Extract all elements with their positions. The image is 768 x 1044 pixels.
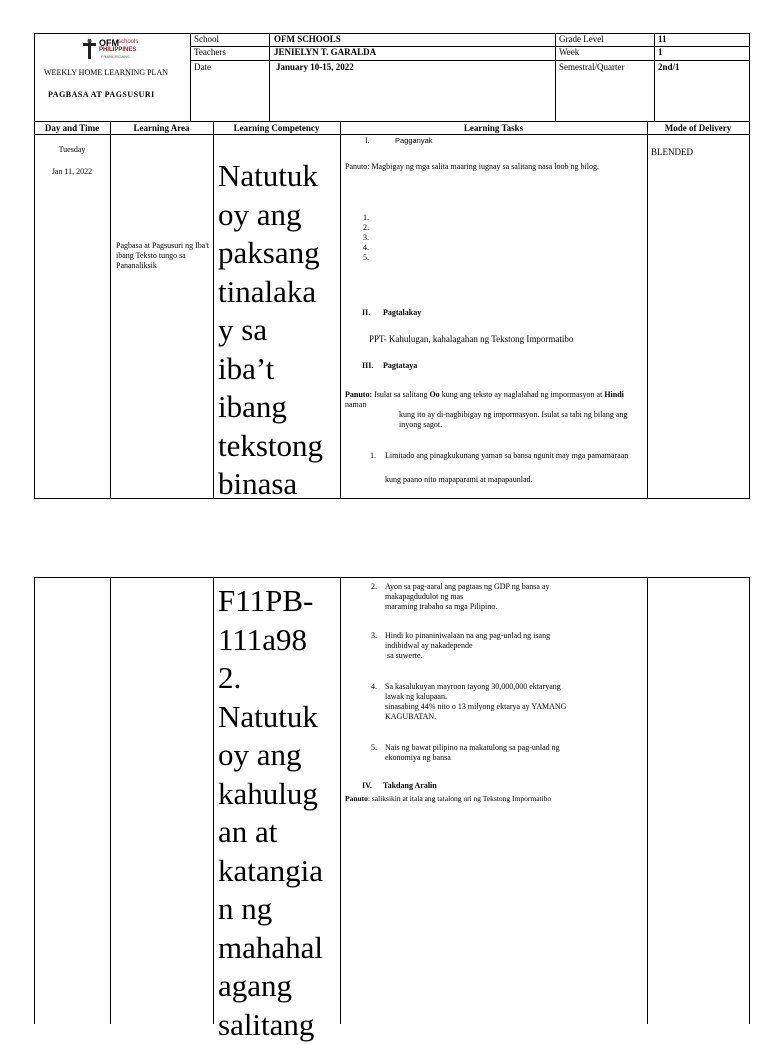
question-line: lawak ng kalupaan. — [385, 692, 643, 702]
learning-area-text: Pagbasa at Pagsusuri ng Iba't ibang Teksto tungo sa Pananaliksik — [116, 241, 210, 271]
instruction-text: Isulat sa salitang — [374, 390, 427, 399]
question-1-number: 1. — [370, 451, 376, 461]
question-2-text — [385, 582, 643, 612]
competency-line: iba’t — [218, 350, 340, 389]
question-4-text — [385, 682, 643, 722]
competency-line: tinalaka — [218, 273, 340, 312]
school-value: OFM SCHOOLS — [274, 34, 341, 45]
subject-title: PAGBASA AT PAGSUSURI — [48, 90, 155, 100]
competency-line: katangia — [218, 852, 340, 891]
list-item: 4. — [363, 243, 369, 253]
competency-text-1 — [218, 157, 340, 504]
competency-line: 2. — [218, 659, 340, 698]
answer-oo: Oo — [429, 390, 439, 399]
section-3-title: Pagtataya — [383, 361, 417, 371]
question-3-text — [385, 631, 643, 661]
grade-label: Grade Level — [559, 34, 604, 45]
logo-brand: OFM — [99, 38, 119, 48]
question-line: maraming trabaho sa mga Pilipino. — [385, 602, 643, 612]
competency-line: agang — [218, 967, 340, 1006]
answer-hindi: Hindi — [604, 390, 624, 399]
section-1-title: Pagganyak — [395, 136, 433, 146]
competency-line: oy ang — [218, 196, 340, 235]
competency-line: salitang — [218, 1006, 340, 1044]
competency-text-2 — [218, 582, 340, 1044]
school-label: School — [194, 34, 219, 45]
logo-sub: FRANCISCANS — [101, 54, 130, 59]
instruction-text: kung ito ay di-nagbibigay ng impormasyon. Isulat sa tabi ng bilang ang inyong sagot. — [345, 410, 643, 430]
section-1-instruction: Panuto: Magbigay ng mga salita maaring iugnay sa salitang nasa loob ng bilog. — [345, 162, 643, 172]
question-line: makapagdudulot ng mas — [385, 592, 643, 602]
question-5-number: 5. — [371, 743, 377, 753]
date-label: Date — [194, 62, 211, 73]
section-1-number: I. — [365, 136, 370, 146]
instruction-text: naman — [345, 400, 366, 409]
section-2-text: PPT- Kahulugan, kahalagahan ng Tekstong Impormatibo — [369, 334, 573, 345]
question-line: Sa kasalukuyan mayroon tayong 30,000,000 ektaryang — [385, 682, 643, 692]
question-line: Hindi ko pinaniniwalaan na ang pag-unlad ng isang — [385, 631, 643, 641]
instruction-label: Panuto: — [345, 390, 372, 399]
list-item: 2. — [363, 223, 369, 233]
competency-line: kahulug — [218, 775, 340, 814]
section-3-instruction — [345, 390, 643, 430]
semester-label: Semestral/Quarter — [559, 62, 624, 73]
competency-line: ibang — [218, 388, 340, 427]
section-2-number: II. — [362, 308, 370, 318]
competency-line: n ng — [218, 890, 340, 929]
col-mode-delivery: Mode of Delivery — [647, 123, 749, 134]
competency-line: an at — [218, 813, 340, 852]
list-item: 5. — [363, 253, 369, 263]
instruction-text: kung ang teksto ay naglalahad ng impormasyon at — [442, 390, 603, 399]
date-value: January 10-15, 2022 — [276, 62, 354, 73]
question-line: indibidwal ay nakadepende — [385, 641, 643, 651]
question-line: Nais ng bawat pilipino na makatulong sa pag-unlad ng — [385, 743, 643, 753]
school-logo — [82, 38, 142, 60]
semester-value: 2nd/1 — [658, 62, 680, 73]
competency-line: Natutuk — [218, 698, 340, 737]
competency-line: Natutuk — [218, 157, 340, 196]
col-learning-area: Learning Area — [110, 123, 213, 134]
section-4-number: IV. — [362, 781, 372, 791]
section-3-number: III. — [362, 361, 373, 371]
instruction-label: Panuto — [345, 794, 368, 803]
logo-brand-suffix: schools — [118, 39, 138, 45]
week-value: 1 — [658, 47, 663, 58]
list-item: 1. — [363, 213, 369, 223]
competency-line: 111a98 — [218, 621, 340, 660]
teachers-value: JENIELYN T. GARALDA — [274, 47, 376, 58]
question-3-number: 3. — [371, 631, 377, 641]
logo-country: PHILIPPINES — [99, 47, 136, 53]
section-4-instruction — [345, 794, 643, 804]
week-label: Week — [559, 47, 579, 58]
competency-line: y sa — [218, 311, 340, 350]
col-day-time: Day and Time — [34, 123, 110, 134]
competency-line: F11PB- — [218, 582, 340, 621]
question-2-number: 2. — [371, 582, 377, 592]
mode-of-delivery: BLENDED — [651, 147, 693, 158]
grade-value: 11 — [658, 34, 667, 45]
plan-title: WEEKLY HOME LEARNING PLAN — [44, 68, 168, 78]
question-line: sinasabing 44% nito o 13 milyong ektarya ay YAMANG — [385, 702, 643, 712]
question-4-number: 4. — [371, 682, 377, 692]
section-4-title: Takdang Aralin — [383, 781, 437, 791]
question-5-text — [385, 743, 643, 763]
question-1-text-2: kung paano nito mapaparami at mapapaunlad. — [385, 475, 643, 485]
competency-line: oy ang — [218, 736, 340, 775]
day-label: Tuesday — [34, 145, 110, 155]
competency-line: binasa — [218, 465, 340, 504]
question-line: sa suwerte. — [385, 651, 643, 661]
list-item: 3. — [363, 233, 369, 243]
instruction-text: : saliksikin at itala ang tatalong uri ng Tekstong Impormatibo — [368, 794, 551, 803]
section-1-items — [363, 213, 369, 263]
competency-line: paksang — [218, 234, 340, 273]
teachers-label: Teachers — [194, 47, 226, 58]
col-learning-tasks: Learning Tasks — [340, 123, 647, 134]
competency-line: tekstong — [218, 427, 340, 466]
question-line: KAGUBATAN. — [385, 712, 643, 722]
question-1-text: Limitado ang pinagkukunang yaman sa bansa ngunit may mga pamamaraan — [385, 451, 643, 461]
question-line: Ayon sa pag-aaral ang pagtaas ng GDP ng bansa ay — [385, 582, 643, 592]
question-line: ekonomiya ng bansa — [385, 753, 643, 763]
section-2-title: Pagtalakay — [383, 308, 421, 318]
competency-line: mahahal — [218, 929, 340, 968]
date-label-row: Jan 11, 2022 — [34, 167, 110, 177]
col-learning-competency: Learning Competency — [213, 123, 340, 134]
